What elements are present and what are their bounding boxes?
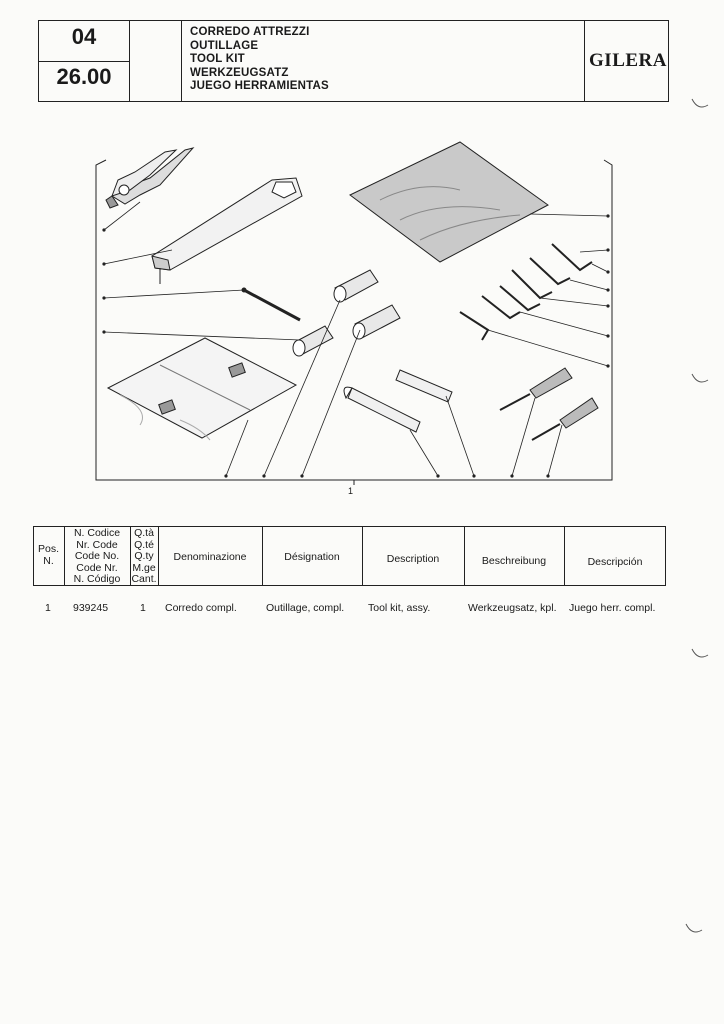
tommy-bar-icon (242, 288, 300, 320)
row-code: 939245 (73, 602, 109, 614)
binder-hole-mark (684, 920, 704, 940)
title-german: WERKZEUGSATZ (190, 66, 289, 79)
row-qty: 1 (140, 602, 146, 614)
title-spanish: JUEGO HERRAMIENTAS (190, 80, 329, 92)
header-beschreibung: Beschreibung (481, 555, 547, 567)
column-divider (564, 526, 565, 586)
callout-number: 1 (348, 486, 354, 496)
header-descripcion: Descripción (587, 556, 643, 568)
binder-hole-mark (690, 645, 710, 665)
header-pos: Pos. N. (37, 543, 59, 567)
header-denominazione: Denominazione (173, 551, 247, 563)
title-english: TOOL KIT (190, 53, 245, 65)
row-description: Tool kit, assy. (368, 602, 431, 614)
row-designation: Outillage, compl. (266, 602, 345, 614)
section-number: 04 (71, 24, 97, 49)
header-code: N. Codice Nr. Code Code No. Code Nr. N. Código (73, 527, 121, 585)
open-end-wrench-icon (344, 370, 452, 432)
header-qty: Q.tà Q.té Q.ty M.ge Cant. (131, 527, 157, 585)
socket-spanner-icon (293, 270, 400, 356)
pliers-icon (106, 148, 193, 208)
header-description: Description (386, 553, 440, 565)
allen-key-icon (460, 244, 592, 340)
row-pos: 1 (45, 602, 51, 614)
brand-logo: GILERA (589, 50, 667, 71)
cloth-pouch-icon (108, 338, 296, 440)
header-designation: Désignation (284, 551, 340, 563)
title-italian: CORREDO ATTREZZI (190, 26, 310, 38)
tool-roll-icon (350, 142, 548, 262)
row-denominazione: Corredo compl. (165, 602, 237, 614)
title-french: OUTILLAGE (190, 39, 259, 52)
box-spanner-icon (152, 178, 302, 284)
screwdriver-icon (500, 368, 598, 440)
row-beschreibung: Werkzeugsatz, kpl. (468, 602, 557, 614)
page-number: 26.00 (56, 64, 112, 89)
row-descripcion: Juego herr. compl. (569, 602, 656, 614)
